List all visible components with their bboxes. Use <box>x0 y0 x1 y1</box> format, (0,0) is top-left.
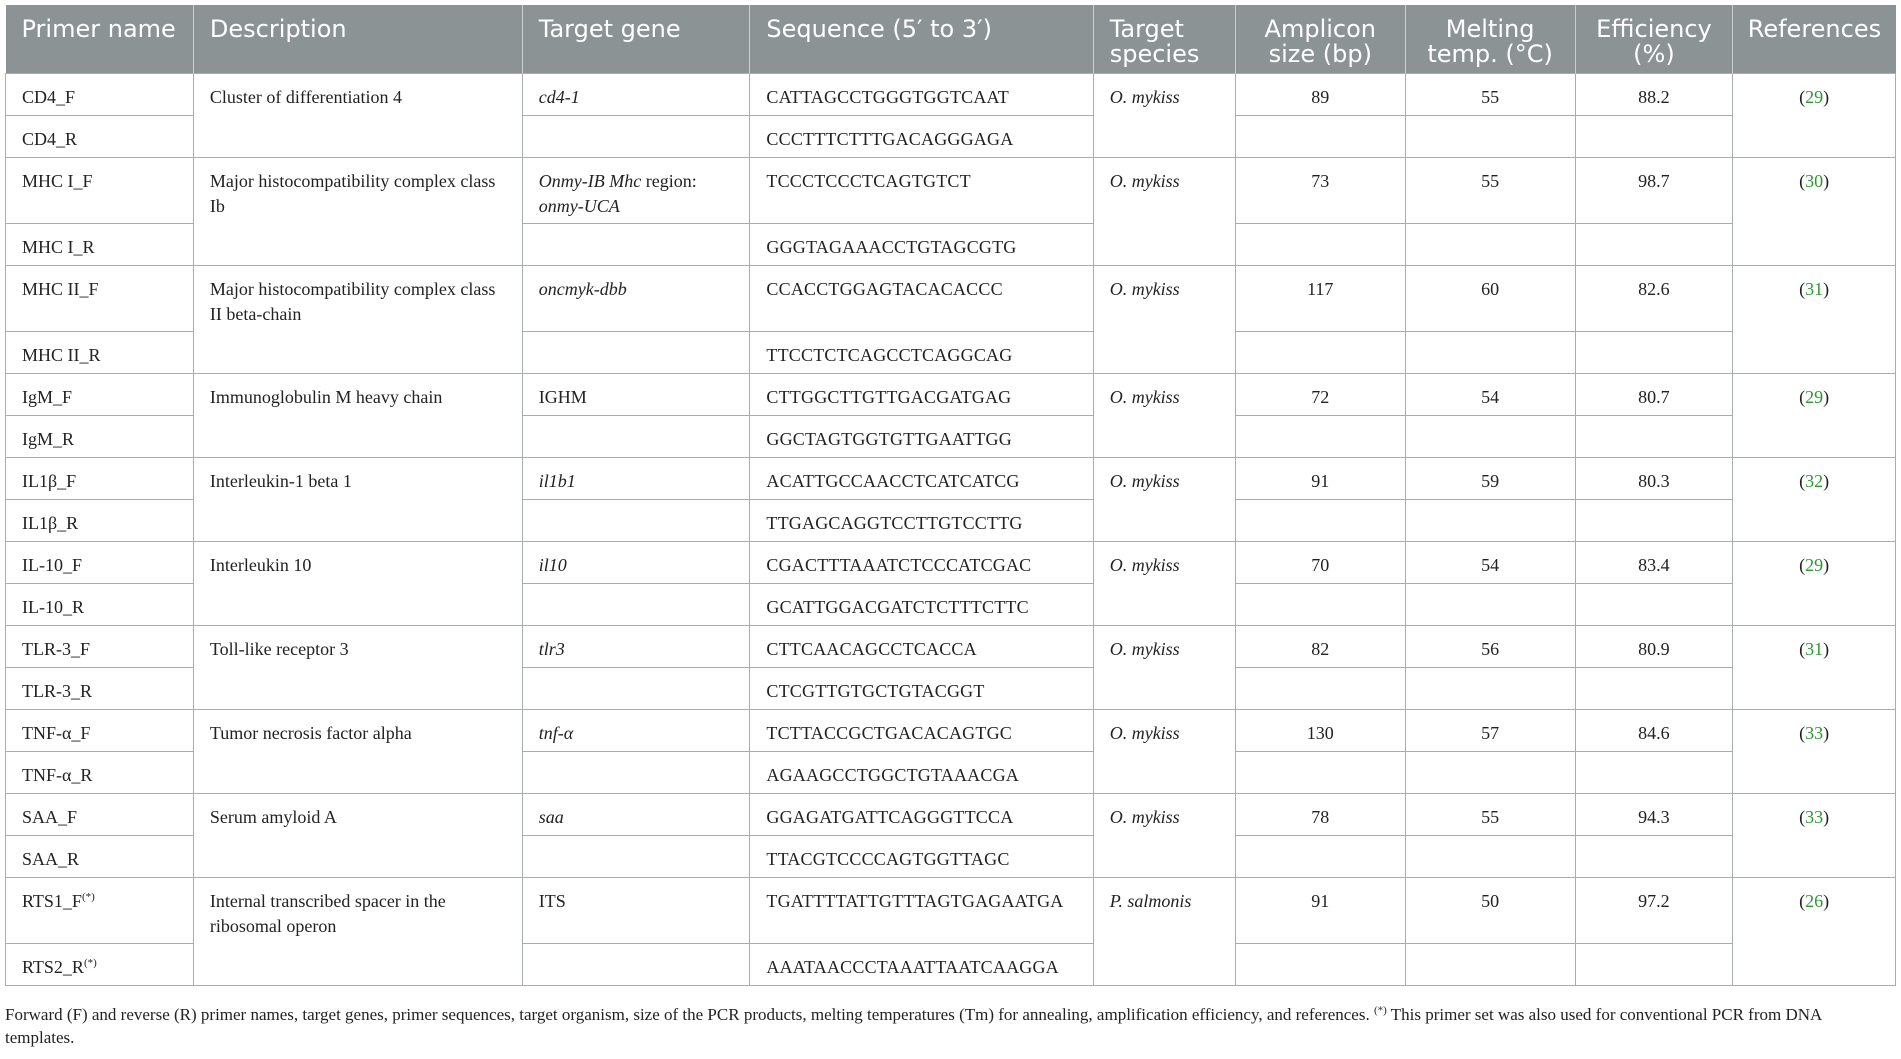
target-gene: il10 <box>522 542 750 584</box>
sequence: CCCTTTCTTTGACAGGGAGA <box>750 116 1093 158</box>
sequence: TCCCTCCCTCAGTGTCT <box>750 158 1093 224</box>
empty-cell <box>1405 416 1575 458</box>
primer-name: IL1β_R <box>6 500 194 542</box>
melting-temp: 54 <box>1405 542 1575 584</box>
amplicon-size: 130 <box>1235 710 1405 752</box>
target-species: O. mykiss <box>1093 158 1235 266</box>
table-row <box>6 458 1896 500</box>
empty-cell <box>1575 752 1733 794</box>
primer-name: MHC II_F <box>6 266 194 332</box>
target-gene: saa <box>522 794 750 836</box>
empty-cell <box>1405 944 1575 986</box>
empty-cell <box>1235 944 1405 986</box>
empty-cell <box>522 416 750 458</box>
empty-cell <box>1575 224 1733 266</box>
target-species: O. mykiss <box>1093 74 1235 158</box>
empty-cell <box>1575 668 1733 710</box>
table-row <box>6 74 1896 116</box>
empty-cell <box>1575 416 1733 458</box>
reference-link[interactable]: 26 <box>1805 891 1824 911</box>
sequence: CTTCAACAGCCTCACCA <box>750 626 1093 668</box>
header-primer-name: Primer name <box>6 5 194 74</box>
empty-cell <box>1235 584 1405 626</box>
target-gene: tlr3 <box>522 626 750 668</box>
sequence: GGCTAGTGGTGTTGAATTGG <box>750 416 1093 458</box>
amplicon-size: 70 <box>1235 542 1405 584</box>
description-cell: Interleukin 10 <box>193 542 522 626</box>
reference: (33) <box>1733 794 1896 878</box>
primer-name: CD4_F <box>6 74 194 116</box>
efficiency: 94.3 <box>1575 794 1733 836</box>
reference: (32) <box>1733 458 1896 542</box>
melting-temp: 55 <box>1405 74 1575 116</box>
primer-table <box>5 5 1896 986</box>
primer-name: IgM_F <box>6 374 194 416</box>
target-gene: oncmyk-dbb <box>522 266 750 332</box>
header-references: References <box>1733 5 1896 74</box>
efficiency: 97.2 <box>1575 878 1733 944</box>
table-row <box>6 710 1896 752</box>
melting-temp: 55 <box>1405 794 1575 836</box>
empty-cell <box>1575 836 1733 878</box>
empty-cell <box>1575 332 1733 374</box>
target-gene: IGHM <box>522 374 750 416</box>
reference-link[interactable]: 33 <box>1805 807 1824 827</box>
empty-cell <box>1405 668 1575 710</box>
sequence: TCTTACCGCTGACACAGTGC <box>750 710 1093 752</box>
empty-cell <box>1575 944 1733 986</box>
efficiency: 84.6 <box>1575 710 1733 752</box>
reference: (31) <box>1733 626 1896 710</box>
melting-temp: 54 <box>1405 374 1575 416</box>
reference: (26) <box>1733 878 1896 986</box>
reference: (33) <box>1733 710 1896 794</box>
sequence: CATTAGCCTGGGTGGTCAAT <box>750 74 1093 116</box>
amplicon-size: 91 <box>1235 458 1405 500</box>
empty-cell <box>522 752 750 794</box>
empty-cell <box>522 668 750 710</box>
reference-link[interactable]: 30 <box>1805 171 1824 191</box>
table-row <box>6 266 1896 332</box>
sequence: GCATTGGACGATCTCTTTCTTC <box>750 584 1093 626</box>
empty-cell <box>522 836 750 878</box>
description-cell: Internal transcribed spacer in the ribosomal operon <box>193 878 522 986</box>
primer-name: MHC I_F <box>6 158 194 224</box>
efficiency: 80.9 <box>1575 626 1733 668</box>
empty-cell <box>522 332 750 374</box>
melting-temp: 59 <box>1405 458 1575 500</box>
sequence: TTGAGCAGGTCCTTGTCCTTG <box>750 500 1093 542</box>
reference: (31) <box>1733 266 1896 374</box>
reference-link[interactable]: 32 <box>1805 471 1824 491</box>
amplicon-size: 89 <box>1235 74 1405 116</box>
primer-name: SAA_R <box>6 836 194 878</box>
table-row <box>6 626 1896 668</box>
reference-link[interactable]: 31 <box>1805 279 1824 299</box>
empty-cell <box>522 500 750 542</box>
target-species: P. salmonis <box>1093 878 1235 986</box>
amplicon-size: 73 <box>1235 158 1405 224</box>
primer-name: MHC I_R <box>6 224 194 266</box>
primer-name: CD4_R <box>6 116 194 158</box>
amplicon-size: 117 <box>1235 266 1405 332</box>
primer-name: IL-10_F <box>6 542 194 584</box>
empty-cell <box>522 944 750 986</box>
description-cell: Toll-like receptor 3 <box>193 626 522 710</box>
amplicon-size: 91 <box>1235 878 1405 944</box>
reference-link[interactable]: 29 <box>1805 387 1824 407</box>
primer-name: IL1β_F <box>6 458 194 500</box>
efficiency: 80.3 <box>1575 458 1733 500</box>
efficiency: 83.4 <box>1575 542 1733 584</box>
reference-link[interactable]: 31 <box>1805 639 1824 659</box>
empty-cell <box>522 116 750 158</box>
description-cell: Serum amyloid A <box>193 794 522 878</box>
table-row <box>6 878 1896 944</box>
primer-name: IL-10_R <box>6 584 194 626</box>
table-footnote: Forward (F) and reverse (R) primer names, target genes, primer sequences, target organism, size of the PCR products, melting temperatures (Tm) for annealing, amplification efficiency, and references. (*) This primer set was also used for conventional PCR from DNA templates. <box>5 1004 1822 1047</box>
description-cell: Interleukin-1 beta 1 <box>193 458 522 542</box>
target-species: O. mykiss <box>1093 266 1235 374</box>
target-gene: ITS <box>522 878 750 944</box>
sequence: TGATTTTATTGTTTAGTGAGAATGA <box>750 878 1093 944</box>
sequence: TTCCTCTCAGCCTCAGGCAG <box>750 332 1093 374</box>
sequence: CGACTTTAAATCTCCCATCGAC <box>750 542 1093 584</box>
primer-name: SAA_F <box>6 794 194 836</box>
header-melting-temp: Melting temp. (°C) <box>1405 5 1575 74</box>
target-species: O. mykiss <box>1093 794 1235 878</box>
efficiency: 80.7 <box>1575 374 1733 416</box>
empty-cell <box>1405 332 1575 374</box>
header-target-species: Target species <box>1093 5 1235 74</box>
amplicon-size: 78 <box>1235 794 1405 836</box>
empty-cell <box>1405 116 1575 158</box>
efficiency: 98.7 <box>1575 158 1733 224</box>
empty-cell <box>1405 836 1575 878</box>
empty-cell <box>1575 116 1733 158</box>
header-efficiency: Efficiency (%) <box>1575 5 1733 74</box>
target-species: O. mykiss <box>1093 458 1235 542</box>
header-target-gene: Target gene <box>522 5 750 74</box>
target-species: O. mykiss <box>1093 542 1235 626</box>
empty-cell <box>1235 224 1405 266</box>
sequence: GGAGATGATTCAGGGTTCCA <box>750 794 1093 836</box>
empty-cell <box>1405 500 1575 542</box>
sequence: CTTGGCTTGTTGACGATGAG <box>750 374 1093 416</box>
sequence: GGGTAGAAACCTGTAGCGTG <box>750 224 1093 266</box>
efficiency: 82.6 <box>1575 266 1733 332</box>
target-species: O. mykiss <box>1093 374 1235 458</box>
sequence: AGAAGCCTGGCTGTAAACGA <box>750 752 1093 794</box>
sequence: TTACGTCCCCAGTGGTTAGC <box>750 836 1093 878</box>
reference-link[interactable]: 33 <box>1805 723 1824 743</box>
primer-name: MHC II_R <box>6 332 194 374</box>
empty-cell <box>1235 116 1405 158</box>
description-cell: Immunoglobulin M heavy chain <box>193 374 522 458</box>
sequence: CTCGTTGTGCTGTACGGT <box>750 668 1093 710</box>
sequence: ACATTGCCAACCTCATCATCG <box>750 458 1093 500</box>
empty-cell <box>1235 668 1405 710</box>
table-row <box>6 794 1896 836</box>
efficiency: 88.2 <box>1575 74 1733 116</box>
table-row <box>6 374 1896 416</box>
target-gene: il1b1 <box>522 458 750 500</box>
melting-temp: 56 <box>1405 626 1575 668</box>
reference: (29) <box>1733 74 1896 158</box>
primer-name: IgM_R <box>6 416 194 458</box>
melting-temp: 55 <box>1405 158 1575 224</box>
amplicon-size: 72 <box>1235 374 1405 416</box>
sequence: AAATAACCCTAAATTAATCAAGGA <box>750 944 1093 986</box>
empty-cell <box>1405 752 1575 794</box>
target-species: O. mykiss <box>1093 710 1235 794</box>
empty-cell <box>1405 224 1575 266</box>
empty-cell <box>1405 584 1575 626</box>
description-cell: Major histocompatibility complex class Ib <box>193 158 522 266</box>
empty-cell <box>1235 500 1405 542</box>
empty-cell <box>522 584 750 626</box>
target-gene: Onmy-IB Mhc region: onmy-UCA <box>522 158 750 224</box>
melting-temp: 57 <box>1405 710 1575 752</box>
empty-cell <box>522 224 750 266</box>
header-description: Description <box>193 5 522 74</box>
target-gene: cd4-1 <box>522 74 750 116</box>
sequence: CCACCTGGAGTACACACCC <box>750 266 1093 332</box>
description-cell: Tumor necrosis factor alpha <box>193 710 522 794</box>
target-species: O. mykiss <box>1093 626 1235 710</box>
empty-cell <box>1235 416 1405 458</box>
reference-link[interactable]: 29 <box>1805 555 1824 575</box>
header-amplicon-size: Amplicon size (bp) <box>1235 5 1405 74</box>
melting-temp: 50 <box>1405 878 1575 944</box>
description-cell: Cluster of differentiation 4 <box>193 74 522 158</box>
empty-cell <box>1235 752 1405 794</box>
description-cell: Major histocompatibility complex class II beta-chain <box>193 266 522 374</box>
primer-name: RTS2_R(*) <box>6 944 194 986</box>
reference-link[interactable]: 29 <box>1805 87 1824 107</box>
primer-name: TNF-α_R <box>6 752 194 794</box>
melting-temp: 60 <box>1405 266 1575 332</box>
empty-cell <box>1575 584 1733 626</box>
table-header-row <box>6 5 1896 74</box>
primer-name: TLR-3_F <box>6 626 194 668</box>
empty-cell <box>1235 332 1405 374</box>
primer-table-container <box>5 5 1896 986</box>
table-row <box>6 158 1896 224</box>
primer-name: RTS1_F(*) <box>6 878 194 944</box>
header-sequence: Sequence (5′ to 3′) <box>750 5 1093 74</box>
target-gene: tnf-α <box>522 710 750 752</box>
empty-cell <box>1575 500 1733 542</box>
amplicon-size: 82 <box>1235 626 1405 668</box>
reference: (29) <box>1733 542 1896 626</box>
reference: (30) <box>1733 158 1896 266</box>
primer-name: TLR-3_R <box>6 668 194 710</box>
empty-cell <box>1235 836 1405 878</box>
table-row <box>6 542 1896 584</box>
reference: (29) <box>1733 374 1896 458</box>
primer-name: TNF-α_F <box>6 710 194 752</box>
